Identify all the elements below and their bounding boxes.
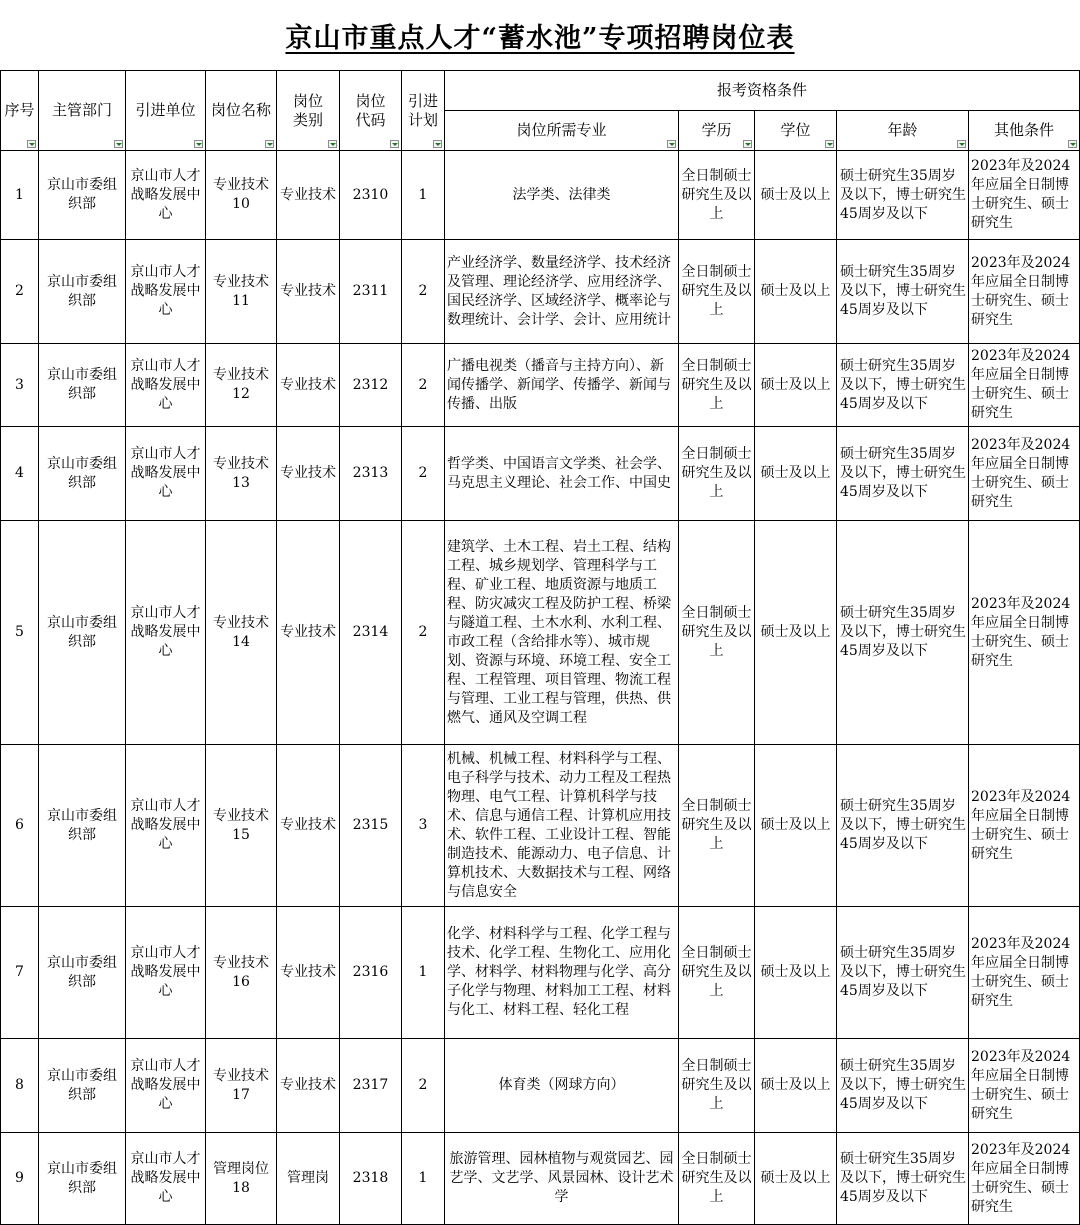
cell-code: 2313 — [340, 427, 402, 521]
cell-position: 专业技术17 — [206, 1039, 277, 1133]
filter-dropdown-icon[interactable] — [27, 140, 36, 148]
cell-dept: 京山市委组织部 — [39, 151, 126, 240]
filter-dropdown-icon[interactable] — [390, 140, 399, 148]
cell-other: 2023年及2024年应届全日制博士研究生、硕士研究生 — [969, 521, 1080, 745]
cell-category: 专业技术 — [277, 344, 340, 427]
filter-dropdown-icon[interactable] — [743, 140, 752, 148]
cell-plan: 1 — [402, 151, 445, 240]
cell-position: 专业技术14 — [206, 521, 277, 745]
cell-code: 2311 — [340, 240, 402, 344]
header-age: 年龄 — [837, 111, 969, 151]
cell-degree: 硕士及以上 — [755, 151, 837, 240]
cell-category: 专业技术 — [277, 1039, 340, 1133]
table-row — [1, 427, 1080, 521]
cell-code: 2317 — [340, 1039, 402, 1133]
cell-dept: 京山市委组织部 — [39, 907, 126, 1039]
cell-education: 全日制硕士研究生及以上 — [679, 745, 755, 907]
filter-dropdown-icon[interactable] — [433, 140, 442, 148]
cell-major: 机械、机械工程、材料科学与工程、电子科学与技术、动力工程及工程热物理、电气工程、计算机科学与技术、信息与通信工程、计算机应用技术、软件工程、工业设计工程、智能制造技术、能源动力、电子信息、计算机技术、大数据技术与工程、网络与信息安全 — [445, 745, 679, 907]
cell-dept: 京山市委组织部 — [39, 1133, 126, 1225]
cell-seq: 4 — [1, 427, 39, 521]
cell-other: 2023年及2024年应届全日制博士研究生、硕士研究生 — [969, 344, 1080, 427]
cell-plan: 2 — [402, 1039, 445, 1133]
cell-major: 哲学类、中国语言文学类、社会学、马克思主义理论、社会工作、中国史 — [445, 427, 679, 521]
cell-degree: 硕士及以上 — [755, 745, 837, 907]
cell-position: 专业技术10 — [206, 151, 277, 240]
cell-education: 全日制硕士研究生及以上 — [679, 521, 755, 745]
cell-education: 全日制硕士研究生及以上 — [679, 344, 755, 427]
cell-seq: 8 — [1, 1039, 39, 1133]
cell-major: 法学类、法律类 — [445, 151, 679, 240]
cell-age: 硕士研究生35周岁及以下，博士研究生45周岁及以下 — [837, 521, 969, 745]
header-seq: 序号 — [1, 71, 39, 151]
cell-major: 旅游管理、园林植物与观赏园艺、园艺学、文艺学、风景园林、设计艺术学 — [445, 1133, 679, 1225]
recruitment-table — [0, 70, 1080, 1225]
cell-code: 2310 — [340, 151, 402, 240]
cell-plan: 2 — [402, 240, 445, 344]
cell-degree: 硕士及以上 — [755, 1039, 837, 1133]
cell-major: 广播电视类（播音与主持方向）、新闻传播学、新闻学、传播学、新闻与传播、出版 — [445, 344, 679, 427]
cell-unit: 京山市人才战略发展中心 — [126, 427, 206, 521]
cell-age: 硕士研究生35周岁及以下，博士研究生45周岁及以下 — [837, 1039, 969, 1133]
table-row — [1, 151, 1080, 240]
cell-category: 管理岗 — [277, 1133, 340, 1225]
filter-dropdown-icon[interactable] — [194, 140, 203, 148]
table-row — [1, 344, 1080, 427]
cell-age: 硕士研究生35周岁及以下，博士研究生45周岁及以下 — [837, 907, 969, 1039]
header-code: 岗位代码 — [340, 71, 402, 151]
cell-degree: 硕士及以上 — [755, 240, 837, 344]
cell-major: 化学、材料科学与工程、化学工程与技术、化学工程、生物化工、应用化学、材料学、材料物理与化学、高分子化学与物理、材料加工工程、材料与化工、材料工程、轻化工程 — [445, 907, 679, 1039]
cell-plan: 2 — [402, 344, 445, 427]
cell-other: 2023年及2024年应届全日制博士研究生、硕士研究生 — [969, 1039, 1080, 1133]
cell-degree: 硕士及以上 — [755, 1133, 837, 1225]
cell-degree: 硕士及以上 — [755, 344, 837, 427]
cell-dept: 京山市委组织部 — [39, 240, 126, 344]
filter-dropdown-icon[interactable] — [328, 140, 337, 148]
cell-category: 专业技术 — [277, 151, 340, 240]
cell-code: 2312 — [340, 344, 402, 427]
cell-degree: 硕士及以上 — [755, 907, 837, 1039]
filter-dropdown-icon[interactable] — [114, 140, 123, 148]
header-education: 学历 — [679, 111, 755, 151]
cell-plan: 1 — [402, 907, 445, 1039]
filter-dropdown-icon[interactable] — [1068, 140, 1077, 148]
cell-unit: 京山市人才战略发展中心 — [126, 240, 206, 344]
table-row — [1, 1039, 1080, 1133]
cell-plan: 2 — [402, 427, 445, 521]
filter-dropdown-icon[interactable] — [667, 140, 676, 148]
cell-position: 专业技术12 — [206, 344, 277, 427]
header-position: 岗位名称 — [206, 71, 277, 151]
cell-seq: 7 — [1, 907, 39, 1039]
table-row — [1, 907, 1080, 1039]
cell-code: 2318 — [340, 1133, 402, 1225]
cell-age: 硕士研究生35周岁及以下，博士研究生45周岁及以下 — [837, 745, 969, 907]
cell-education: 全日制硕士研究生及以上 — [679, 240, 755, 344]
cell-plan: 3 — [402, 745, 445, 907]
cell-age: 硕士研究生35周岁及以下，博士研究生45周岁及以下 — [837, 240, 969, 344]
cell-seq: 2 — [1, 240, 39, 344]
cell-unit: 京山市人才战略发展中心 — [126, 344, 206, 427]
cell-education: 全日制硕士研究生及以上 — [679, 907, 755, 1039]
cell-age: 硕士研究生35周岁及以下，博士研究生45周岁及以下 — [837, 1133, 969, 1225]
table-row — [1, 1133, 1080, 1225]
cell-unit: 京山市人才战略发展中心 — [126, 907, 206, 1039]
cell-dept: 京山市委组织部 — [39, 1039, 126, 1133]
cell-other: 2023年及2024年应届全日制博士研究生、硕士研究生 — [969, 240, 1080, 344]
cell-plan: 1 — [402, 1133, 445, 1225]
cell-dept: 京山市委组织部 — [39, 745, 126, 907]
cell-major: 产业经济学、数量经济学、技术经济及管理、理论经济学、应用经济学、国民经济学、区域经济学、概率论与数理统计、会计学、会计、应用统计 — [445, 240, 679, 344]
cell-education: 全日制硕士研究生及以上 — [679, 1039, 755, 1133]
cell-dept: 京山市委组织部 — [39, 427, 126, 521]
cell-other: 2023年及2024年应届全日制博士研究生、硕士研究生 — [969, 1133, 1080, 1225]
cell-position: 专业技术16 — [206, 907, 277, 1039]
filter-dropdown-icon[interactable] — [265, 140, 274, 148]
cell-position: 专业技术11 — [206, 240, 277, 344]
cell-seq: 5 — [1, 521, 39, 745]
header-category: 岗位类别 — [277, 71, 340, 151]
cell-degree: 硕士及以上 — [755, 427, 837, 521]
header-other: 其他条件 — [969, 111, 1080, 151]
cell-age: 硕士研究生35周岁及以下，博士研究生45周岁及以下 — [837, 344, 969, 427]
table-row — [1, 745, 1080, 907]
header-major: 岗位所需专业 — [445, 111, 679, 151]
cell-position: 管理岗位18 — [206, 1133, 277, 1225]
cell-seq: 1 — [1, 151, 39, 240]
table-row — [1, 240, 1080, 344]
title-bar — [0, 0, 1080, 70]
cell-category: 专业技术 — [277, 907, 340, 1039]
cell-education: 全日制硕士研究生及以上 — [679, 1133, 755, 1225]
filter-dropdown-icon[interactable] — [825, 140, 834, 148]
cell-major: 建筑学、土木工程、岩土工程、结构工程、城乡规划学、管理科学与工程、矿业工程、地质资源与地质工程、防灾减灾工程及防护工程、桥梁与隧道工程、土木水利、水利工程、市政工程（含给排水等）、城市规划、资源与环境、环境工程、安全工程、工程管理、项目管理、物流工程与管理、工业工程与管理，供热、供燃气、通风及空调工程 — [445, 521, 679, 745]
cell-seq: 9 — [1, 1133, 39, 1225]
cell-plan: 2 — [402, 521, 445, 745]
cell-age: 硕士研究生35周岁及以下，博士研究生45周岁及以下 — [837, 151, 969, 240]
cell-other: 2023年及2024年应届全日制博士研究生、硕士研究生 — [969, 427, 1080, 521]
header-plan: 引进计划 — [402, 71, 445, 151]
header-degree: 学位 — [755, 111, 837, 151]
cell-unit: 京山市人才战略发展中心 — [126, 1039, 206, 1133]
cell-major: 体育类（网球方向） — [445, 1039, 679, 1133]
cell-unit: 京山市人才战略发展中心 — [126, 151, 206, 240]
cell-education: 全日制硕士研究生及以上 — [679, 151, 755, 240]
cell-seq: 6 — [1, 745, 39, 907]
cell-unit: 京山市人才战略发展中心 — [126, 1133, 206, 1225]
header-dept: 主管部门 — [39, 71, 126, 151]
cell-position: 专业技术13 — [206, 427, 277, 521]
cell-code: 2315 — [340, 745, 402, 907]
cell-unit: 京山市人才战略发展中心 — [126, 745, 206, 907]
cell-code: 2316 — [340, 907, 402, 1039]
filter-dropdown-icon[interactable] — [957, 140, 966, 148]
header-qualifications: 报考资格条件 — [445, 71, 1080, 111]
cell-age: 硕士研究生35周岁及以下，博士研究生45周岁及以下 — [837, 427, 969, 521]
cell-position: 专业技术15 — [206, 745, 277, 907]
cell-seq: 3 — [1, 344, 39, 427]
cell-other: 2023年及2024年应届全日制博士研究生、硕士研究生 — [969, 745, 1080, 907]
cell-category: 专业技术 — [277, 521, 340, 745]
cell-other: 2023年及2024年应届全日制博士研究生、硕士研究生 — [969, 151, 1080, 240]
cell-education: 全日制硕士研究生及以上 — [679, 427, 755, 521]
cell-category: 专业技术 — [277, 745, 340, 907]
cell-category: 专业技术 — [277, 427, 340, 521]
cell-unit: 京山市人才战略发展中心 — [126, 521, 206, 745]
header-unit: 引进单位 — [126, 71, 206, 151]
cell-dept: 京山市委组织部 — [39, 521, 126, 745]
cell-other: 2023年及2024年应届全日制博士研究生、硕士研究生 — [969, 907, 1080, 1039]
page-title: 京山市重点人才“蓄水池”专项招聘岗位表 — [285, 22, 795, 54]
table-row — [1, 521, 1080, 745]
cell-code: 2314 — [340, 521, 402, 745]
cell-degree: 硕士及以上 — [755, 521, 837, 745]
cell-dept: 京山市委组织部 — [39, 344, 126, 427]
cell-category: 专业技术 — [277, 240, 340, 344]
